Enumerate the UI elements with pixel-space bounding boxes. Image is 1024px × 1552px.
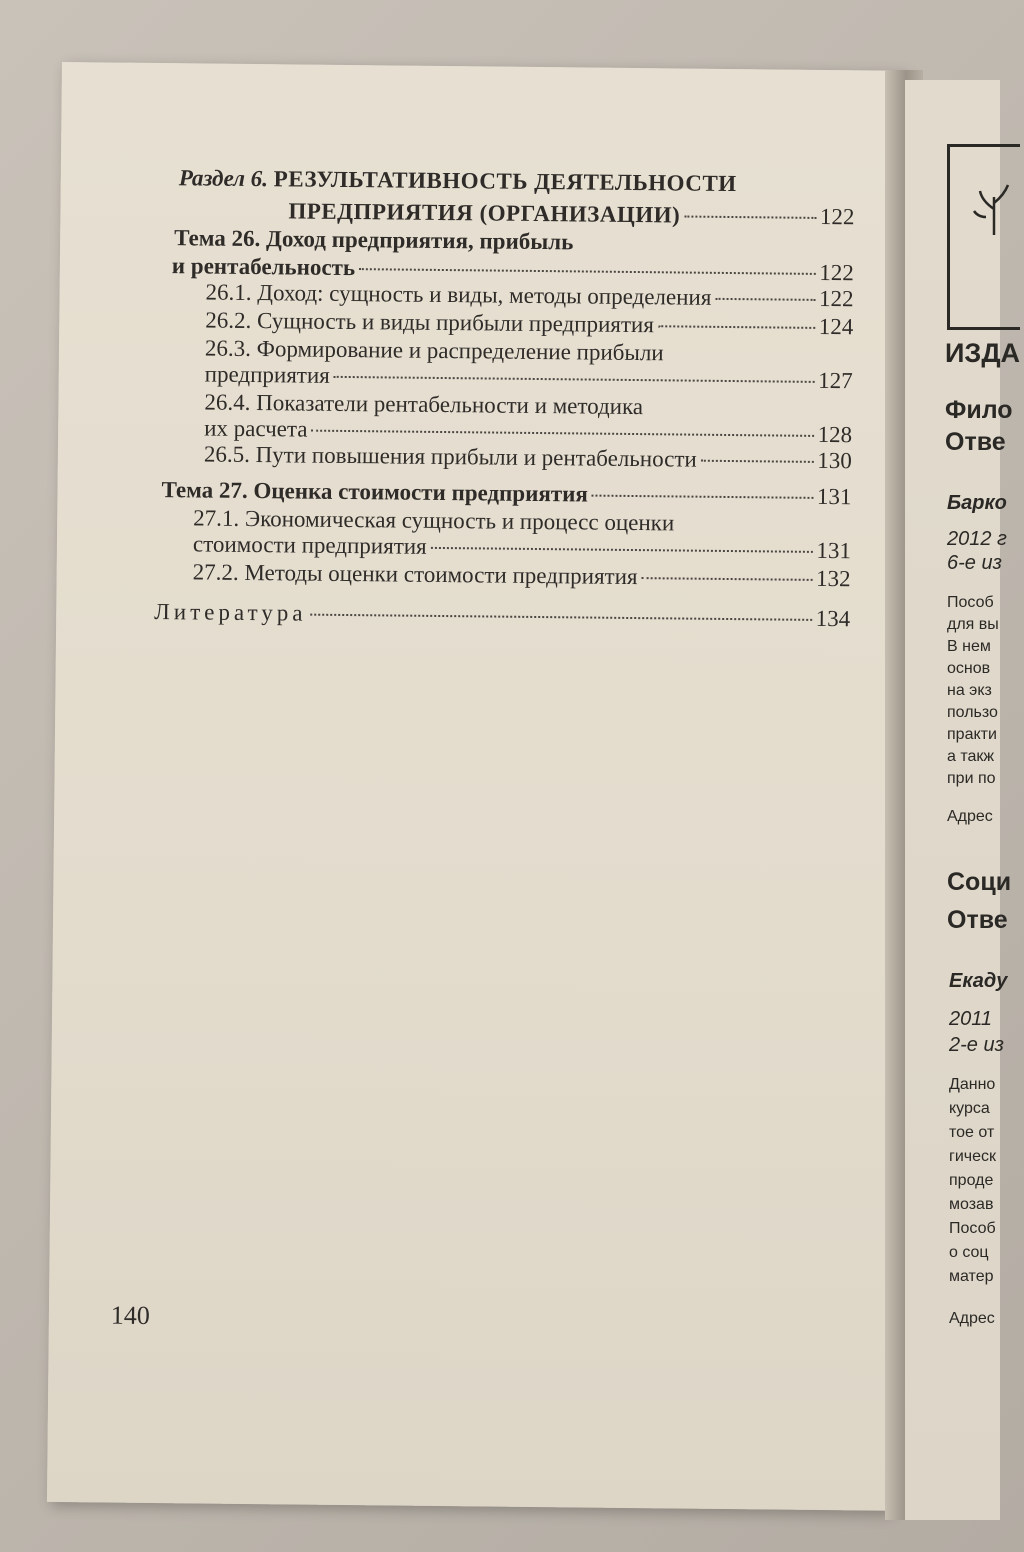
book1-desc-line: на экз (947, 682, 992, 699)
section-label: Раздел 6. (178, 165, 269, 192)
book2-desc-line: тое от (949, 1124, 995, 1141)
section-title-line2: ПРЕДПРИЯТИЯ (ОРГАНИЗАЦИИ) (288, 198, 681, 228)
page-ref: 134 (815, 605, 851, 632)
book1-desc-line: а такж (947, 748, 995, 765)
book1-address: Адрес (947, 808, 993, 825)
leader-dots (684, 215, 816, 219)
book2-address: Адрес (949, 1310, 995, 1327)
leader-dots (715, 297, 815, 301)
leader-dots (658, 324, 815, 329)
toc-item-text: их расчета (204, 415, 308, 442)
topic-26-line2: и рентабельность (171, 253, 356, 281)
book2-desc-line: мозав (949, 1196, 994, 1213)
toc-item-27-1-line1: 27.1. Экономическая сущность и процесс оценки (193, 505, 675, 536)
book2-desc-line: проде (949, 1172, 994, 1189)
book2-desc-line: матер (949, 1268, 994, 1285)
right-page (905, 80, 1021, 1520)
toc-item-26-4-line1: 26.4. Показатели рентабельности и методика (204, 389, 644, 420)
publisher-logo (947, 144, 1020, 330)
section-heading (179, 165, 737, 197)
book2-author: Екаду (949, 970, 1008, 992)
plant-icon (964, 177, 1024, 237)
book1-desc-line: основ (947, 660, 991, 677)
leader-dots (431, 546, 813, 553)
book1-author: Барко (947, 492, 1007, 514)
page-ref: 131 (816, 483, 852, 510)
page-ref: 130 (817, 447, 852, 474)
book1-edition: 6-е из (947, 552, 1002, 574)
toc-item-26-3-line1: 26.3. Формирование и распределение прибыли (204, 335, 664, 366)
book1-year: 2012 г (947, 528, 1007, 550)
literature-title: Литература (154, 598, 307, 626)
toc-item-text: 26.2. Сущность и виды прибыли предприятия (205, 307, 655, 338)
book2-desc-line: Данно (949, 1076, 996, 1093)
book2-desc-line: гическ (949, 1148, 997, 1165)
topic-26-title: Тема 26. Доход предприятия, прибыль (174, 225, 574, 255)
page-ref: 122 (819, 259, 854, 286)
book1-desc-line: пользо (947, 704, 998, 721)
page-number: 140 (110, 1300, 151, 1330)
section-title-line1: РЕЗУЛЬТАТИВНОСТЬ ДЕЯТЕЛЬНОСТИ (273, 166, 737, 197)
leader-dots (311, 429, 813, 437)
page-ref: 128 (817, 421, 853, 448)
book2-desc-line: о соц (949, 1244, 989, 1261)
leader-dots (642, 576, 813, 581)
toc-item-text: 26.5. Пути повышения прибыли и рентабельности (203, 441, 697, 472)
leader-dots (592, 494, 813, 499)
book1-desc-line: при по (947, 770, 996, 787)
toc-item-26-1 (205, 280, 853, 313)
leader-dots (359, 267, 815, 275)
left-page (47, 62, 904, 1511)
book1-desc-line: практи (947, 726, 997, 743)
book1-title2: Отве (945, 428, 1006, 456)
page-ref: 131 (816, 537, 852, 564)
toc-item-27-1 (193, 531, 851, 564)
toc-item-27-2 (193, 559, 851, 592)
toc-item-text: предприятия (204, 361, 330, 388)
page-ref: 124 (818, 313, 854, 340)
toc-item-26-3 (205, 362, 853, 395)
topic-27-title: Тема 27. Оценка стоимости предприятия (161, 477, 588, 507)
book2-desc-line: курса (949, 1100, 990, 1117)
toc-literature (154, 599, 850, 632)
toc-item-text: 27.2. Методы оценки стоимости предприятия (192, 559, 638, 590)
toc-item-26-2 (205, 308, 853, 341)
book2-desc-line: Пособ (949, 1220, 996, 1237)
page-ref: 127 (818, 367, 853, 394)
leader-dots (334, 375, 814, 383)
book2-edition: 2-е из (949, 1034, 1004, 1056)
book1-desc-line: для вы (947, 616, 999, 633)
book2-year: 2011 (949, 1008, 993, 1030)
book1-title1: Фило (945, 396, 1013, 424)
toc-item-text: 26.1. Доход: сущность и виды, методы определения (205, 279, 712, 310)
book1-desc-line: В нем (947, 638, 991, 655)
toc-item-text: стоимости предприятия (192, 531, 427, 559)
book1-desc-line: Пособ (947, 594, 994, 611)
toc-item-26-5 (204, 442, 852, 475)
page-ref: 122 (819, 203, 855, 230)
book2-title1: Соци (947, 868, 1012, 896)
page-ref: 122 (818, 285, 854, 312)
page-ref: 132 (816, 565, 851, 592)
leader-dots (701, 459, 814, 463)
toc-section-6 (288, 198, 854, 230)
book2-title2: Отве (947, 906, 1008, 934)
leader-dots (310, 613, 811, 621)
publisher-heading: ИЗДА (945, 338, 1021, 368)
